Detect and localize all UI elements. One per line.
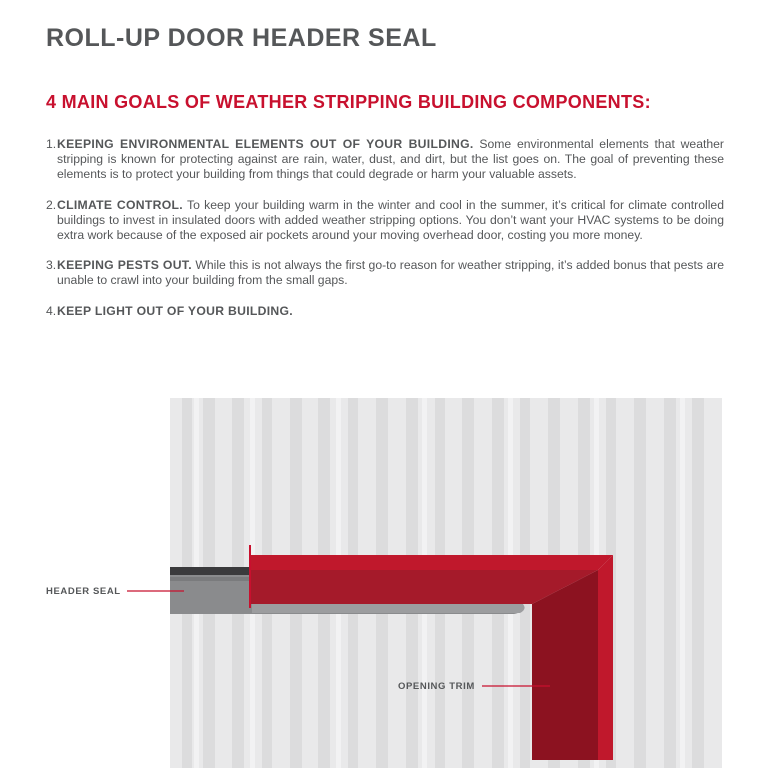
- opening-trim-label: OPENING TRIM: [398, 681, 475, 692]
- goal-heading: KEEPING ENVIRONMENTAL ELEMENTS OUT OF YOUR BUILDING.: [57, 137, 474, 151]
- goal-text: While this is not always the first go-to reason for weather stripping, it’s added bonus that pests are unable to crawl into your building from the small gaps.: [57, 258, 725, 288]
- goal-heading: KEEPING PESTS OUT.: [57, 258, 192, 273]
- section-subtitle: 4 MAIN GOALS OF WEATHER STRIPPING BUILDING COMPONENTS:: [46, 92, 651, 112]
- goal-text: Some environmental elements that weather stripping is known for protecting against are rain, water, dust, and dirt, but the list goes on. The goal of preventing these elements is to protect your building from things that could degrade or harm your valuable assets.: [57, 137, 724, 182]
- goal-text: To keep your building warm in the winter and cool in the summer, it’s critical for climate controlled buildings to invest in insulated doors with added weather stripping options. You don’t want your HVAC systems to be doing extra work because of the exposed air pockets around your moving overhead door, costing you more money.: [57, 197, 724, 243]
- goal-number: 1.: [46, 137, 57, 151]
- goal-heading: KEEP LIGHT OUT OF YOUR BUILDING.: [57, 303, 293, 318]
- header-seal-label: HEADER SEAL: [46, 586, 121, 597]
- page-title: ROLL-UP DOOR HEADER SEAL: [46, 24, 437, 52]
- goal-heading: CLIMATE CONTROL.: [57, 197, 183, 212]
- goal-number: 4.: [46, 303, 57, 318]
- goal-number: 2.: [46, 197, 57, 212]
- goal-number: 3.: [46, 258, 57, 273]
